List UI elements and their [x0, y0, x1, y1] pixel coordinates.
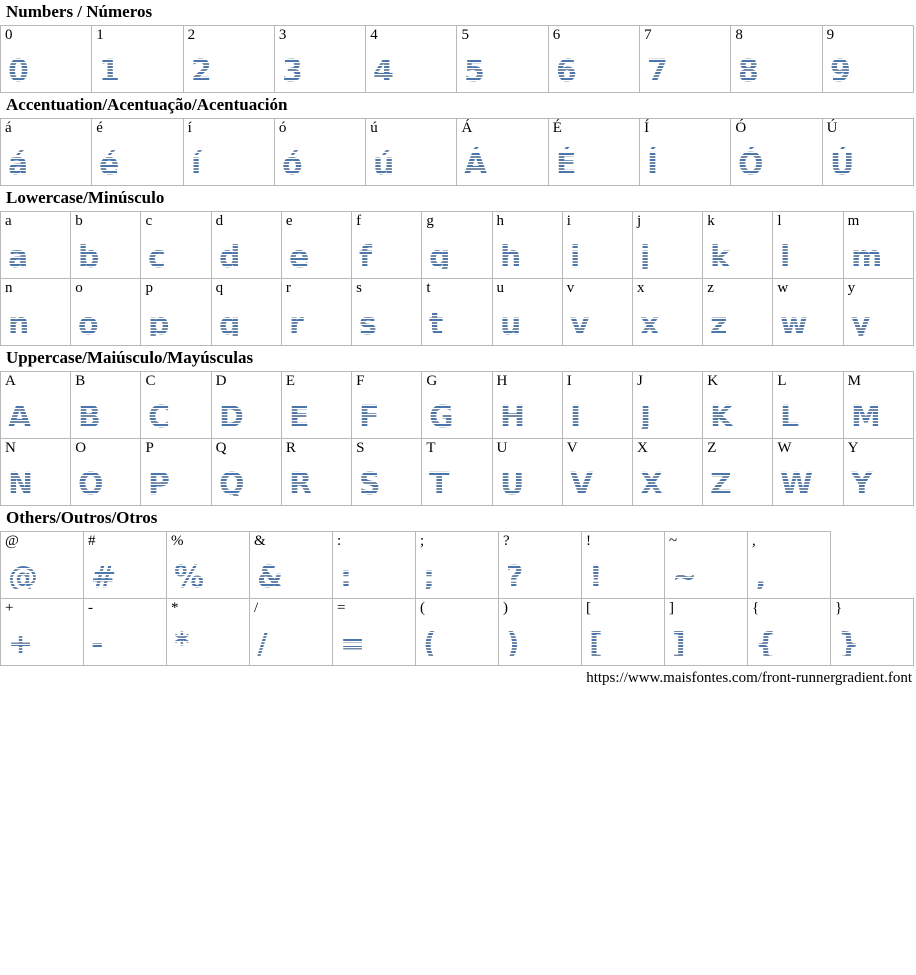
glyph-label: }	[835, 600, 843, 616]
glyph-label: 5	[461, 27, 469, 43]
glyph-label: Z	[707, 440, 717, 456]
glyph-sample	[779, 240, 835, 274]
glyph-sample	[829, 54, 885, 88]
glyph-cell	[843, 372, 913, 439]
glyph-cell	[1, 439, 71, 506]
table-row	[1, 26, 914, 93]
glyph-sample	[358, 307, 414, 341]
glyph-label: á	[5, 120, 12, 136]
glyph-label: g	[426, 213, 434, 229]
glyph-label: A	[5, 373, 16, 389]
glyph-sample	[779, 307, 835, 341]
section-title-others: Others/Outros/Otros	[6, 508, 158, 527]
glyph-sample	[288, 467, 344, 501]
glyph-sample	[7, 627, 63, 661]
glyph-sample	[588, 560, 644, 594]
glyph-cell	[211, 439, 281, 506]
glyph-label: H	[496, 373, 508, 389]
table-row	[1, 279, 914, 346]
glyph-label: R	[285, 440, 296, 456]
glyph-cell	[71, 372, 141, 439]
glyph-label: c	[145, 213, 153, 229]
glyph-cell	[731, 26, 822, 93]
glyph-cell	[141, 212, 211, 279]
glyph-cell	[422, 439, 492, 506]
glyph-cell	[333, 532, 416, 599]
glyph-cell	[562, 439, 632, 506]
glyph-cell	[274, 26, 365, 93]
glyph-label: k	[707, 213, 715, 229]
section-title-uppercase: Uppercase/Maiúsculo/Mayúsculas	[6, 348, 254, 367]
glyph-cell	[457, 26, 548, 93]
glyph-label: ~	[669, 533, 678, 549]
glyph-sample	[422, 627, 478, 661]
glyph-label: w	[777, 280, 789, 296]
glyph-table-numbers	[0, 25, 914, 93]
glyph-label: =	[337, 600, 346, 616]
glyph-cell	[492, 212, 562, 279]
glyph-label: s	[356, 280, 362, 296]
glyph-sample	[428, 400, 484, 434]
glyph-label: X	[636, 440, 648, 456]
glyph-label: d	[215, 213, 224, 229]
glyph-sample	[569, 467, 625, 501]
glyph-sample	[7, 560, 63, 594]
glyph-cell	[492, 439, 562, 506]
glyph-cell	[84, 599, 167, 666]
glyph-sample	[288, 240, 344, 274]
glyph-cell	[366, 119, 457, 186]
glyph-label: 4	[370, 27, 378, 43]
glyph-cell	[211, 212, 281, 279]
glyph-sample	[709, 307, 765, 341]
glyph-label: V	[566, 440, 578, 456]
glyph-cell	[773, 212, 843, 279]
glyph-cell	[1, 599, 84, 666]
glyph-sample	[569, 400, 625, 434]
glyph-label: h	[496, 213, 505, 229]
glyph-label: Í	[644, 120, 650, 136]
glyph-sample	[358, 240, 414, 274]
glyph-label: 9	[826, 27, 835, 43]
glyph-cell	[352, 279, 422, 346]
glyph-label: {	[752, 600, 760, 616]
glyph-cell	[183, 26, 274, 93]
glyph-cell	[632, 279, 702, 346]
glyph-cell	[665, 532, 748, 599]
glyph-cell	[211, 372, 281, 439]
glyph-label: -	[88, 600, 93, 616]
glyph-label: m	[847, 213, 860, 229]
glyph-cell	[274, 119, 365, 186]
glyph-cell	[822, 26, 913, 93]
glyph-sample	[463, 54, 519, 88]
glyph-label: B	[75, 373, 86, 389]
glyph-label: u	[496, 280, 505, 296]
glyph-sample	[358, 467, 414, 501]
glyph-cell	[281, 439, 351, 506]
glyph-sample	[281, 54, 337, 88]
glyph-cell	[416, 599, 499, 666]
glyph-label: F	[356, 373, 365, 389]
glyph-cell	[499, 532, 582, 599]
glyph-label: I	[566, 373, 572, 389]
glyph-label: @	[5, 533, 19, 549]
glyph-table-others	[0, 531, 914, 666]
glyph-cell	[562, 279, 632, 346]
glyph-label: M	[847, 373, 861, 389]
glyph-sample	[499, 467, 555, 501]
glyph-sample	[98, 147, 154, 181]
glyph-label: z	[707, 280, 714, 296]
glyph-sample	[639, 240, 695, 274]
glyph-sample	[190, 147, 246, 181]
glyph-sample	[358, 400, 414, 434]
glyph-label: x	[636, 280, 645, 296]
glyph-label: K	[707, 373, 719, 389]
glyph-cell	[632, 212, 702, 279]
glyph-cell	[352, 372, 422, 439]
glyph-cell	[366, 26, 457, 93]
glyph-sample	[639, 467, 695, 501]
glyph-sample	[850, 307, 906, 341]
glyph-sample	[639, 307, 695, 341]
glyph-sample	[499, 400, 555, 434]
glyph-cell	[422, 212, 492, 279]
glyph-sample	[7, 400, 63, 434]
glyph-cell	[703, 279, 773, 346]
glyph-cell	[492, 279, 562, 346]
glyph-sample	[256, 627, 312, 661]
glyph-label: D	[215, 373, 227, 389]
glyph-label: S	[356, 440, 365, 456]
glyph-label: E	[285, 373, 296, 389]
glyph-cell	[640, 26, 731, 93]
glyph-label: T	[426, 440, 436, 456]
glyph-sample	[7, 240, 63, 274]
table-row	[1, 532, 914, 599]
glyph-sample	[499, 240, 555, 274]
glyph-label: 3	[278, 27, 287, 43]
glyph-label: ?	[503, 533, 510, 549]
glyph-cell	[731, 119, 822, 186]
glyph-label: Q	[215, 440, 227, 456]
section-title-numbers: Numbers / Números	[6, 2, 153, 21]
glyph-label: ;	[420, 533, 425, 549]
glyph-sample	[646, 54, 702, 88]
glyph-cell	[92, 119, 183, 186]
glyph-sample	[339, 560, 395, 594]
glyph-sample	[754, 560, 810, 594]
glyph-cell	[250, 599, 333, 666]
glyph-cell	[457, 119, 548, 186]
glyph-sample	[7, 147, 63, 181]
glyph-sample	[288, 307, 344, 341]
glyph-sample	[147, 467, 203, 501]
glyph-cell	[1, 212, 71, 279]
glyph-cell	[422, 372, 492, 439]
glyph-label: /	[254, 600, 259, 616]
glyph-sample	[173, 627, 229, 661]
table-row	[1, 212, 914, 279]
glyph-cell	[352, 212, 422, 279]
glyph-cell	[492, 372, 562, 439]
glyph-sample	[98, 54, 154, 88]
glyph-cell	[748, 532, 831, 599]
table-row	[1, 372, 914, 439]
glyph-label: 0	[5, 27, 13, 43]
glyph-cell	[703, 372, 773, 439]
glyph-label: Y	[847, 440, 859, 456]
glyph-cell	[703, 212, 773, 279]
glyph-label: 1	[96, 27, 104, 43]
glyph-label: i	[566, 213, 571, 229]
glyph-cell	[71, 279, 141, 346]
glyph-cell	[167, 532, 250, 599]
glyph-sample	[754, 627, 810, 661]
glyph-label: p	[145, 280, 153, 296]
glyph-label: P	[145, 440, 154, 456]
glyph-cell	[352, 439, 422, 506]
glyph-label: f	[356, 213, 362, 229]
glyph-sample	[569, 307, 625, 341]
glyph-sample	[555, 147, 611, 181]
glyph-cell	[281, 279, 351, 346]
glyph-sample	[218, 240, 274, 274]
glyph-cell	[1, 26, 92, 93]
glyph-cell	[92, 26, 183, 93]
glyph-cell	[822, 119, 913, 186]
table-row	[1, 599, 914, 666]
glyph-cell	[843, 212, 913, 279]
glyph-cell	[773, 439, 843, 506]
glyph-label: 7	[644, 27, 652, 43]
glyph-label: ]	[669, 600, 674, 616]
footer-url: https://www.maisfontes.com/front-runnergradient.font	[586, 670, 912, 686]
glyph-label: &	[254, 533, 266, 549]
glyph-sample	[372, 147, 428, 181]
glyph-cell	[84, 532, 167, 599]
glyph-cell	[333, 599, 416, 666]
section-title-lowercase: Lowercase/Minúsculo	[6, 188, 165, 207]
glyph-label: y	[847, 280, 856, 296]
glyph-sample	[218, 400, 274, 434]
glyph-sample	[77, 400, 133, 434]
glyph-cell	[843, 279, 913, 346]
glyph-cell	[831, 599, 914, 666]
table-row	[1, 119, 914, 186]
glyph-cell	[281, 212, 351, 279]
glyph-label: Ó	[735, 120, 747, 136]
glyph-label: ,	[752, 533, 756, 549]
glyph-label: J	[636, 373, 643, 389]
glyph-sample	[709, 400, 765, 434]
glyph-cell	[582, 532, 665, 599]
glyph-sample	[77, 240, 133, 274]
glyph-cell	[499, 599, 582, 666]
glyph-label: b	[75, 213, 83, 229]
glyph-cell	[183, 119, 274, 186]
glyph-cell	[167, 599, 250, 666]
glyph-label: ú	[370, 120, 378, 136]
glyph-sample	[339, 627, 395, 661]
glyph-sample	[505, 627, 561, 661]
glyph-cell	[71, 439, 141, 506]
glyph-sample	[288, 400, 344, 434]
glyph-label: l	[777, 213, 782, 229]
glyph-sample	[837, 627, 893, 661]
glyph-sample	[77, 467, 133, 501]
glyph-cell	[141, 439, 211, 506]
glyph-sample	[7, 307, 63, 341]
glyph-sample	[428, 240, 484, 274]
glyph-sample	[256, 560, 312, 594]
glyph-cell	[211, 279, 281, 346]
glyph-label: O	[75, 440, 87, 456]
glyph-cell	[582, 599, 665, 666]
glyph-table-lowercase	[0, 211, 914, 346]
glyph-label: o	[75, 280, 83, 296]
glyph-sample	[372, 54, 428, 88]
glyph-cell	[1, 532, 84, 599]
glyph-label: 8	[735, 27, 743, 43]
glyph-sample	[218, 307, 274, 341]
glyph-sample	[555, 54, 611, 88]
glyph-sample	[569, 240, 625, 274]
glyph-cell	[281, 372, 351, 439]
glyph-label: *	[171, 600, 179, 616]
glyph-sample	[428, 307, 484, 341]
glyph-sample	[639, 400, 695, 434]
glyph-table-uppercase	[0, 371, 914, 506]
glyph-sample	[499, 307, 555, 341]
glyph-sample	[779, 467, 835, 501]
glyph-label: !	[586, 533, 591, 549]
glyph-label: +	[5, 600, 14, 616]
glyph-sample	[737, 54, 793, 88]
table-row	[1, 439, 914, 506]
glyph-cell	[416, 532, 499, 599]
glyph-sample	[428, 467, 484, 501]
glyph-cell	[548, 26, 639, 93]
glyph-cell	[1, 372, 71, 439]
glyph-label: a	[5, 213, 12, 229]
glyph-cell	[640, 119, 731, 186]
glyph-label: ó	[278, 120, 287, 136]
glyph-cell	[1, 119, 92, 186]
glyph-sample	[147, 307, 203, 341]
glyph-sample	[218, 467, 274, 501]
glyph-sample	[90, 627, 146, 661]
glyph-sample	[671, 560, 727, 594]
glyph-cell	[250, 532, 333, 599]
glyph-label: [	[586, 600, 591, 616]
glyph-cell	[1, 279, 71, 346]
glyph-sample	[147, 400, 203, 434]
glyph-label: 6	[552, 27, 561, 43]
glyph-cell	[141, 372, 211, 439]
glyph-sample	[422, 560, 478, 594]
glyph-sample	[173, 560, 229, 594]
glyph-cell	[748, 599, 831, 666]
glyph-sample	[850, 467, 906, 501]
glyph-label: r	[285, 280, 291, 296]
glyph-label: É	[552, 120, 562, 136]
glyph-sample	[709, 240, 765, 274]
glyph-sample	[829, 147, 885, 181]
glyph-label: n	[5, 280, 13, 296]
glyph-label: U	[496, 440, 508, 456]
glyph-cell	[141, 279, 211, 346]
glyph-cell	[665, 599, 748, 666]
glyph-label: 2	[187, 27, 196, 43]
glyph-label: )	[503, 600, 508, 616]
glyph-cell	[422, 279, 492, 346]
glyph-label: e	[285, 213, 293, 229]
glyph-sample	[779, 400, 835, 434]
glyph-label: (	[420, 600, 425, 616]
glyph-label: W	[777, 440, 792, 456]
glyph-sample	[588, 627, 644, 661]
glyph-sample	[90, 560, 146, 594]
glyph-label: Ú	[826, 120, 838, 136]
glyph-table-accentuation	[0, 118, 914, 186]
glyph-cell	[562, 372, 632, 439]
glyph-label: í	[187, 120, 192, 136]
glyph-sample	[77, 307, 133, 341]
glyph-sample	[737, 147, 793, 181]
glyph-sample	[7, 467, 63, 501]
glyph-cell	[71, 212, 141, 279]
glyph-label: N	[5, 440, 16, 456]
glyph-sample	[850, 240, 906, 274]
glyph-sample	[709, 467, 765, 501]
glyph-label: é	[96, 120, 103, 136]
glyph-sample	[646, 147, 702, 181]
glyph-label: t	[426, 280, 431, 296]
glyph-sample	[850, 400, 906, 434]
glyph-label: #	[88, 533, 96, 549]
glyph-label: L	[777, 373, 787, 389]
glyph-cell	[773, 372, 843, 439]
glyph-sample	[505, 560, 561, 594]
glyph-label: C	[145, 373, 156, 389]
glyph-cell	[843, 439, 913, 506]
glyph-label: G	[426, 373, 438, 389]
glyph-sample	[671, 627, 727, 661]
glyph-label: :	[337, 533, 342, 549]
glyph-sample	[463, 147, 519, 181]
glyph-sample	[281, 147, 337, 181]
glyph-label: v	[566, 280, 575, 296]
glyph-sample	[190, 54, 246, 88]
glyph-label: %	[171, 533, 184, 549]
glyph-cell	[703, 439, 773, 506]
glyph-cell	[773, 279, 843, 346]
glyph-sample	[7, 54, 63, 88]
glyph-label: Á	[461, 120, 473, 136]
glyph-cell	[548, 119, 639, 186]
section-title-accentuation: Accentuation/Acentuação/Acentuación	[6, 95, 288, 114]
glyph-cell	[632, 439, 702, 506]
glyph-cell	[632, 372, 702, 439]
glyph-cell	[562, 212, 632, 279]
glyph-label: j	[636, 213, 642, 229]
glyph-sample	[147, 240, 203, 274]
glyph-label: q	[215, 280, 224, 296]
